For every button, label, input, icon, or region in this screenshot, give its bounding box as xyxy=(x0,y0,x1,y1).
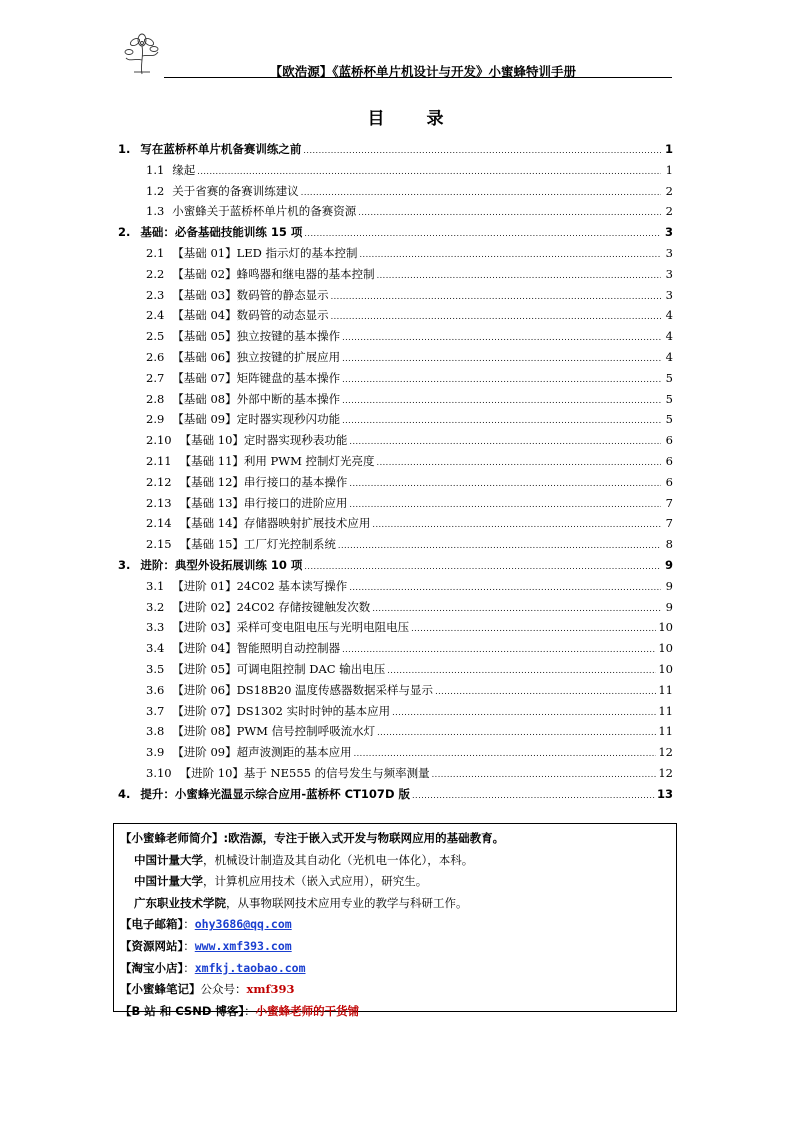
toc-chapter-row[interactable] xyxy=(118,139,673,160)
toc-page-number: 12 xyxy=(658,765,673,780)
toc-dot-leader xyxy=(342,638,656,659)
toc-section-row[interactable] xyxy=(118,513,673,534)
toc-entry-number: 3.1 xyxy=(146,578,165,593)
toc-section-row[interactable] xyxy=(118,680,673,701)
toc-entry-title: 关于省赛的备赛训练建议 xyxy=(172,183,299,198)
toc-entry-number: 2.13 xyxy=(146,495,172,510)
toc-page-number: 7 xyxy=(665,516,673,531)
toc-page-number: 9 xyxy=(664,557,673,572)
toc-page-number: 1 xyxy=(664,142,673,156)
toc-dot-leader xyxy=(377,264,661,285)
intro-label: 【小蜜蜂老师简介】 xyxy=(120,831,224,845)
toc-section-row[interactable] xyxy=(118,201,673,222)
toc-dot-leader xyxy=(387,659,656,680)
toc-section-row[interactable] xyxy=(118,347,673,368)
toc-entry-title: 【基础 07】矩阵键盘的基本操作 xyxy=(172,370,341,385)
toc-section-row[interactable] xyxy=(118,326,673,347)
toc-section-row[interactable] xyxy=(118,493,673,514)
shop-link[interactable]: xmfkj.taobao.com xyxy=(194,960,306,975)
toc-dot-leader xyxy=(432,763,657,784)
toc-page-number: 12 xyxy=(658,745,673,760)
toc-dot-leader xyxy=(342,368,661,389)
edu2-text: ，计算机应用技术（嵌入式应用），研究生。 xyxy=(203,874,428,889)
toc-entry-number: 3.4 xyxy=(146,641,165,656)
toc-page-number: 9 xyxy=(665,578,673,593)
toc-page-number: 10 xyxy=(658,620,673,635)
toc-entry-title: 【基础 11】利用 PWM 控制灯光亮度 xyxy=(179,453,375,468)
toc-section-row[interactable] xyxy=(118,285,673,306)
toc-entry-number: 2.5 xyxy=(146,329,165,344)
toc-dot-leader xyxy=(372,597,661,618)
toc-entry-title: 【进阶 10】基于 NE555 的信号发生与频率测量 xyxy=(179,765,430,780)
toc-entry-number: 2.4 xyxy=(146,308,165,323)
toc-entry-number: 2.8 xyxy=(146,391,165,406)
toc-page-number: 13 xyxy=(656,786,673,801)
toc-page-number: 2 xyxy=(665,183,673,198)
toc-dot-leader xyxy=(377,451,661,472)
email-link[interactable]: ohy3686@qq.com xyxy=(194,917,292,932)
toc-entry-number: 1.2 xyxy=(146,183,165,198)
toc-page-number: 5 xyxy=(665,412,673,427)
toc-entry-title: 【基础 09】定时器实现秒闪功能 xyxy=(172,412,341,427)
toc-section-row[interactable] xyxy=(118,264,673,285)
toc-dot-leader xyxy=(331,305,661,326)
toc-page-number: 4 xyxy=(665,349,673,364)
toc-entry-number: 3.2 xyxy=(146,599,165,614)
toc-dot-leader xyxy=(392,701,656,722)
toc-entry-number: 3.9 xyxy=(146,745,165,760)
toc-section-row[interactable] xyxy=(118,617,673,638)
toc-dot-leader xyxy=(411,617,656,638)
toc-page-number: 8 xyxy=(665,537,673,552)
toc-section-row[interactable] xyxy=(118,721,673,742)
toc-page-number: 1 xyxy=(665,162,673,177)
toc-entry-title: 【基础 02】蜂鸣器和继电器的基本控制 xyxy=(172,266,375,281)
toc-entry-number: 2.2 xyxy=(146,266,165,281)
toc-entry-number: 3.8 xyxy=(146,724,165,739)
work-text: ，从事物联网技术应用专业的教学与科研工作。 xyxy=(226,895,468,910)
toc-entry-title: 【基础 04】数码管的动态显示 xyxy=(172,308,329,323)
email-line xyxy=(120,914,666,936)
edu1-school: 中国计量大学 xyxy=(134,852,203,867)
toc-entry-title: 基础：必备基础技能训练 15 项 xyxy=(140,225,303,240)
toc-entry-title: 【进阶 08】PWM 信号控制呼吸流水灯 xyxy=(172,724,376,739)
toc-dot-leader xyxy=(342,326,661,347)
toc-section-row[interactable] xyxy=(118,368,673,389)
toc-page-number: 4 xyxy=(665,329,673,344)
toc-entry-number: 4. xyxy=(118,786,131,801)
toc-dot-leader xyxy=(342,389,661,410)
toc-section-row[interactable] xyxy=(118,451,673,472)
toc-dot-leader xyxy=(354,742,657,763)
toc-page-number: 10 xyxy=(658,641,673,656)
toc-entry-title: 【进阶 06】DS18B20 温度传感器数据采样与显示 xyxy=(172,682,434,697)
toc-dot-leader xyxy=(358,201,661,222)
toc-section-row[interactable] xyxy=(118,305,673,326)
toc-entry-title: 【进阶 02】24C02 存储按键触发次数 xyxy=(172,599,371,614)
email-label: 【电子邮箱】 xyxy=(120,917,184,932)
flower-logo-icon xyxy=(120,28,164,78)
toc-dot-leader xyxy=(372,513,661,534)
toc-entry-title: 进阶：典型外设拓展训练 10 项 xyxy=(140,557,303,572)
toc-entry-title: 【进阶 05】可调电阻控制 DAC 输出电压 xyxy=(172,661,386,676)
toc-page-number: 11 xyxy=(658,703,673,718)
toc-section-row[interactable] xyxy=(118,659,673,680)
toc-page-number: 5 xyxy=(665,370,673,385)
toc-chapter-row[interactable] xyxy=(118,784,673,805)
blog-label: 【B 站 和 CSND 博客】 xyxy=(120,1003,245,1018)
header-title: 【欧浩源】《蓝桥杯单片机设计与开发》小蜜蜂特训手册 xyxy=(269,64,576,79)
notes-mid: 公众号： xyxy=(200,982,247,997)
toc-entry-number: 1. xyxy=(118,142,131,156)
toc-section-row[interactable] xyxy=(118,638,673,659)
toc-dot-leader xyxy=(349,472,661,493)
toc-section-row[interactable] xyxy=(118,472,673,493)
toc-page-number: 5 xyxy=(665,391,673,406)
toc-entry-number: 2.6 xyxy=(146,349,165,364)
toc-entry-number: 2.12 xyxy=(146,474,172,489)
toc-page-number: 10 xyxy=(658,661,673,676)
intro-text: :欧浩源，专注于嵌入式开发与物联网应用的基础教育。 xyxy=(223,831,505,845)
toc-dot-leader xyxy=(349,576,661,597)
edu1-text: ，机械设计制造及其自动化（光机电一体化），本科。 xyxy=(203,852,474,867)
toc-entry-number: 2. xyxy=(118,225,131,240)
shop-line xyxy=(120,958,666,980)
toc-dot-leader xyxy=(304,222,661,243)
website-sep: ： xyxy=(183,938,195,953)
table-of-contents xyxy=(118,139,673,805)
toc-section-row[interactable] xyxy=(118,243,673,264)
toc-page-number: 3 xyxy=(665,287,673,302)
toc-dot-leader xyxy=(349,493,661,514)
toc-entry-number: 1.3 xyxy=(146,204,165,219)
toc-dot-leader xyxy=(360,243,662,264)
toc-section-row[interactable] xyxy=(118,389,673,410)
toc-section-row[interactable] xyxy=(118,430,673,451)
toc-dot-leader xyxy=(331,285,661,306)
toc-page-number: 11 xyxy=(658,724,673,739)
toc-entry-title: 【进阶 09】超声波测距的基本应用 xyxy=(172,745,352,760)
toc-entry-number: 2.11 xyxy=(146,453,172,468)
toc-entry-number: 2.3 xyxy=(146,287,165,302)
toc-entry-number: 2.15 xyxy=(146,537,172,552)
toc-entry-title: 【基础 13】串行接口的进阶应用 xyxy=(179,495,348,510)
toc-dot-leader xyxy=(377,721,656,742)
toc-entry-title: 【基础 12】串行接口的基本操作 xyxy=(179,474,348,489)
toc-dot-leader xyxy=(342,409,661,430)
toc-entry-number: 3.7 xyxy=(146,703,165,718)
toc-page-number: 3 xyxy=(664,225,673,240)
toc-page-number: 6 xyxy=(665,453,673,468)
toc-entry-number: 3. xyxy=(118,557,131,572)
toc-dot-leader xyxy=(349,430,661,451)
toc-section-row[interactable] xyxy=(118,534,673,555)
toc-entry-number: 3.3 xyxy=(146,620,165,635)
page-header xyxy=(112,28,672,80)
toc-entry-title: 【基础 14】存储器映射扩展技术应用 xyxy=(179,516,371,531)
toc-entry-number: 2.14 xyxy=(146,516,172,531)
toc-dot-leader xyxy=(304,555,661,576)
website-link[interactable]: www.xmf393.com xyxy=(194,938,292,953)
toc-section-row[interactable] xyxy=(118,160,673,181)
notes-label: 【小蜜蜂笔记】 xyxy=(120,982,201,997)
toc-chapter-row[interactable] xyxy=(118,555,673,576)
toc-page-number: 4 xyxy=(665,308,673,323)
toc-page-number: 6 xyxy=(665,433,673,448)
work-school: 广东职业技术学院 xyxy=(134,895,226,910)
toc-page-number: 2 xyxy=(665,204,673,219)
toc-dot-leader xyxy=(338,534,661,555)
toc-page-number: 6 xyxy=(665,474,673,489)
toc-entry-number: 2.1 xyxy=(146,245,165,260)
toc-entry-title: 【基础 05】独立按键的基本操作 xyxy=(172,329,341,344)
toc-dot-leader xyxy=(412,784,655,805)
toc-entry-title: 【基础 03】数码管的静态显示 xyxy=(172,287,329,302)
education-line-1 xyxy=(120,850,666,872)
toc-title: 目 录 xyxy=(367,109,462,129)
toc-entry-number: 2.10 xyxy=(146,433,172,448)
toc-entry-number: 2.9 xyxy=(146,412,165,427)
email-sep: ： xyxy=(183,917,195,932)
toc-entry-number: 1.1 xyxy=(146,162,165,177)
toc-section-row[interactable] xyxy=(118,576,673,597)
shop-sep: ： xyxy=(183,960,195,975)
toc-section-row[interactable] xyxy=(118,409,673,430)
author-info-box xyxy=(113,823,677,1018)
toc-entry-title: 【进阶 03】采样可变电阻电压与光明电阻电压 xyxy=(172,620,410,635)
work-line xyxy=(120,893,666,915)
toc-entry-title: 【基础 10】定时器实现秒表功能 xyxy=(179,433,348,448)
toc-page-number: 11 xyxy=(658,682,673,697)
education-line-2 xyxy=(120,871,666,893)
toc-entry-title: 【进阶 01】24C02 基本读写操作 xyxy=(172,578,348,593)
toc-section-row[interactable] xyxy=(118,701,673,722)
toc-entry-number: 2.7 xyxy=(146,370,165,385)
edu2-school: 中国计量大学 xyxy=(134,874,203,889)
toc-dot-leader xyxy=(342,347,661,368)
toc-chapter-row[interactable] xyxy=(118,222,673,243)
toc-entry-title: 小蜜蜂关于蓝桥杯单片机的备赛资源 xyxy=(172,204,357,219)
toc-entry-title: 【基础 15】工厂灯光控制系统 xyxy=(179,537,336,552)
blog-sep: ： xyxy=(244,1003,256,1018)
toc-section-row[interactable] xyxy=(118,763,673,784)
toc-dot-leader xyxy=(303,139,661,160)
website-label: 【资源网站】 xyxy=(120,938,184,953)
toc-dot-leader xyxy=(435,680,656,701)
toc-page-number: 7 xyxy=(665,495,673,510)
header-divider xyxy=(164,77,672,78)
toc-entry-number: 3.6 xyxy=(146,682,165,697)
toc-entry-title: 【基础 08】外部中断的基本操作 xyxy=(172,391,341,406)
website-line xyxy=(120,936,666,958)
toc-dot-leader xyxy=(197,160,661,181)
toc-entry-title: 【基础 06】独立按键的扩展应用 xyxy=(172,349,341,364)
toc-entry-number: 3.5 xyxy=(146,661,165,676)
toc-page-number: 3 xyxy=(665,266,673,281)
shop-label: 【淘宝小店】 xyxy=(120,960,184,975)
notes-line xyxy=(120,979,666,1001)
toc-entry-title: 【基础 01】LED 指示灯的基本控制 xyxy=(172,245,358,260)
toc-section-row[interactable] xyxy=(118,742,673,763)
toc-entry-title: 提升：小蜜蜂光温显示综合应用-蓝桥杯 CT107D 版 xyxy=(140,786,410,801)
toc-page-number: 9 xyxy=(665,599,673,614)
toc-dot-leader xyxy=(301,181,661,202)
toc-entry-number: 3.10 xyxy=(146,765,172,780)
toc-section-row[interactable] xyxy=(118,181,673,202)
toc-section-row[interactable] xyxy=(118,597,673,618)
toc-entry-title: 写在蓝桥杯单片机备赛训练之前 xyxy=(140,142,302,156)
notes-value: xmf393 xyxy=(246,982,295,997)
toc-entry-title: 缘起 xyxy=(172,162,196,177)
toc-entry-title: 【进阶 04】智能照明自动控制器 xyxy=(172,641,341,656)
toc-page-number: 3 xyxy=(665,245,673,260)
blog-line xyxy=(120,1001,666,1023)
intro-line xyxy=(120,828,666,850)
blog-value: 小蜜蜂老师的干货铺 xyxy=(255,1003,360,1018)
toc-entry-title: 【进阶 07】DS1302 实时时钟的基本应用 xyxy=(172,703,391,718)
